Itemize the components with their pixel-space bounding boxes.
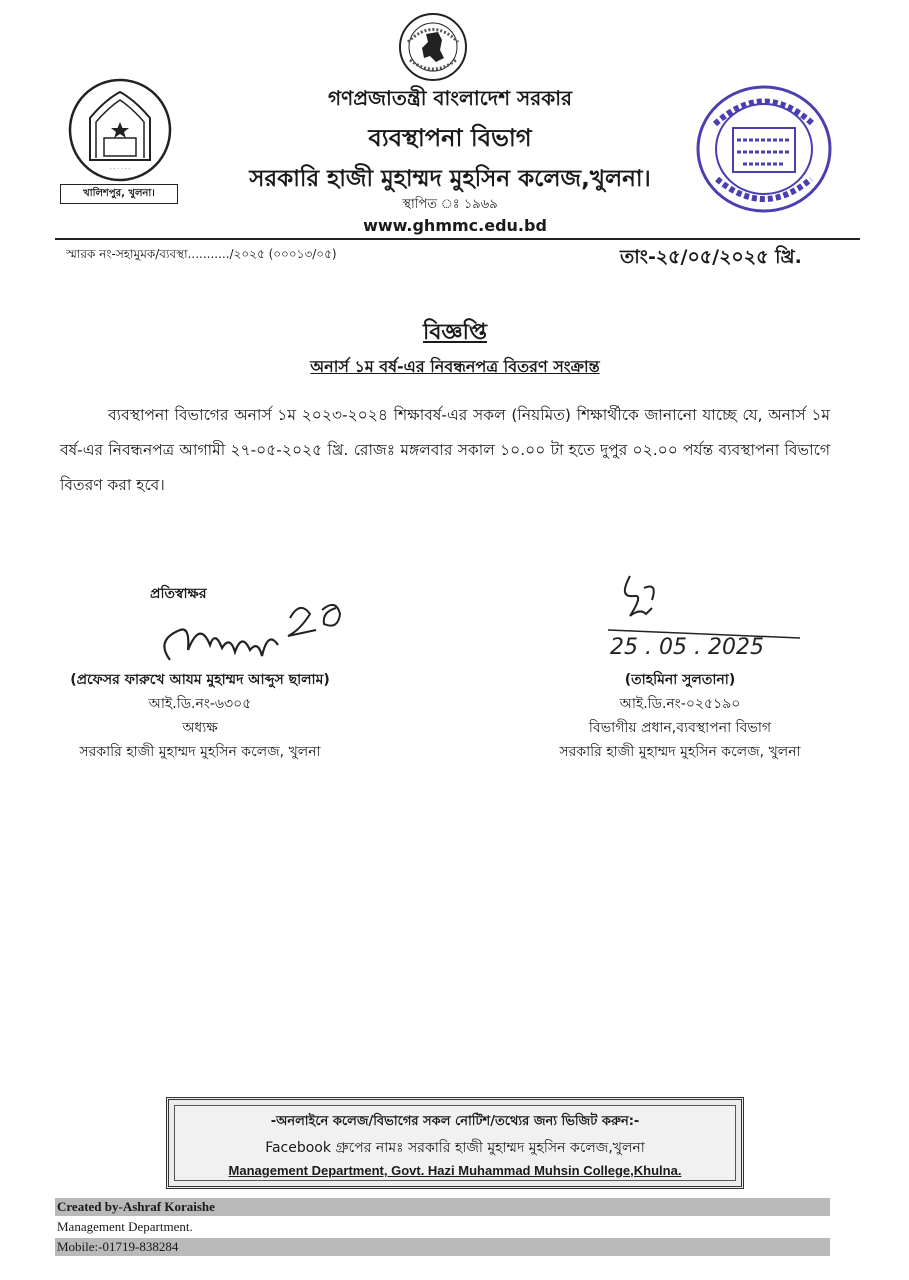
- department-name: ব্যবস্থাপনা বিভাগ: [368, 124, 532, 152]
- footer-department-line: Management Department, Govt. Hazi Muhammad Muhsin College,Khulna.: [228, 1163, 682, 1178]
- college-name: সরকারি হাজী মুহাম্মদ মুহসিন কলেজ,খুলনা।: [249, 166, 651, 192]
- signature-date: 25 . 05 . 2025: [610, 635, 764, 660]
- government-name: গণপ্রজাতন্ত্রী বাংলাদেশ সরকার: [328, 86, 572, 110]
- credit-created-by: Created by-Ashraf Koraishe: [55, 1198, 830, 1216]
- footer-facebook-line: Facebook গ্রুপের নামঃ সরকারি হাজী মুহাম্মদ মুহসিন কলেজ,খুলনা: [265, 1140, 645, 1156]
- principal-institution: সরকারি হাজী মুহাম্মদ মুহসিন কলেজ, খুলনা: [79, 744, 321, 760]
- principal-signature: [150, 590, 350, 670]
- college-logo-caption: খালিশপুর, খুলনা।: [60, 184, 178, 204]
- countersign-label: প্রতিস্বাক্ষর: [150, 586, 207, 602]
- head-institution: সরকারি হাজী মুহাম্মদ মুহসিন কলেজ, খুলনা: [559, 744, 801, 760]
- memo-date: তাং-২৫/০৫/২০২৫ খ্রি.: [620, 246, 802, 268]
- notice-title: বিজ্ঞপ্তি: [423, 320, 487, 345]
- notice-body: ব্যবস্থাপনা বিভাগের অনার্স ১ম ২০২৩-২০২৪ শিক্ষাবর্ষ-এর সকল (নিয়মিত) শিক্ষার্থীকে জানানো যাচ্ছে যে, অনার্স ১ম বর্ষ-এর নিবন্ধনপত্র আগামী ২৭-০৫-২০২৫ খ্রি. রোজঃ মঙ্গলবার সকাল ১০.০০ টা হতে দুপুর ০২.০০ পর্যন্ত ব্যবস্থাপনা বিভাগে বিতরণ করা হবে।: [60, 406, 830, 494]
- credit-mobile: Mobile:-01719-838284: [55, 1238, 830, 1256]
- government-seal-logo: [398, 12, 468, 82]
- svg-text:· · · · · ·: · · · · · ·: [109, 166, 131, 173]
- website-url: www.ghmmc.edu.bd: [363, 216, 547, 235]
- head-signature-block: [520, 668, 840, 764]
- credit-department: Management Department.: [55, 1218, 830, 1236]
- notice-subject: অনার্স ১ম বর্ষ-এর নিবন্ধনপত্র বিতরণ সংক্রান্ত: [310, 357, 600, 376]
- college-emblem-icon: [60, 78, 180, 182]
- department-stamp-logo: [695, 84, 833, 214]
- head-name: (তাহমিনা সুলতানা): [624, 672, 736, 688]
- memo-reference: স্মারক নং-সহামুমক/ব্যবস্থা.........../২০২৫ (০০০১৩/০৫): [66, 247, 337, 261]
- established-year: স্থাপিত ঃ ১৯৬৯: [402, 197, 498, 212]
- principal-name: (প্রফেসর ফারুখে আযম মুহাম্মদ আব্দুস ছালাম): [70, 672, 330, 688]
- principal-designation: অধ্যক্ষ: [182, 720, 218, 736]
- head-id: আই.ডি.নং-০২৫১৯০: [619, 696, 741, 712]
- head-designation: বিভাগীয় প্রধান,ব্যবস্থাপনা বিভাগ: [588, 720, 772, 736]
- footer-visit-line: -অনলাইনে কলেজ/বিভাগের সকল নোটিশ/তথ্যের জন্য ভিজিট করুন:-: [270, 1114, 640, 1129]
- footer-info-box: [166, 1097, 744, 1189]
- college-logo: [60, 78, 180, 206]
- principal-signature-block: [40, 668, 360, 764]
- head-of-department-signature: [600, 568, 810, 668]
- principal-id: আই.ডি.নং-৬৩০৫: [148, 696, 252, 712]
- header-divider: [55, 238, 860, 240]
